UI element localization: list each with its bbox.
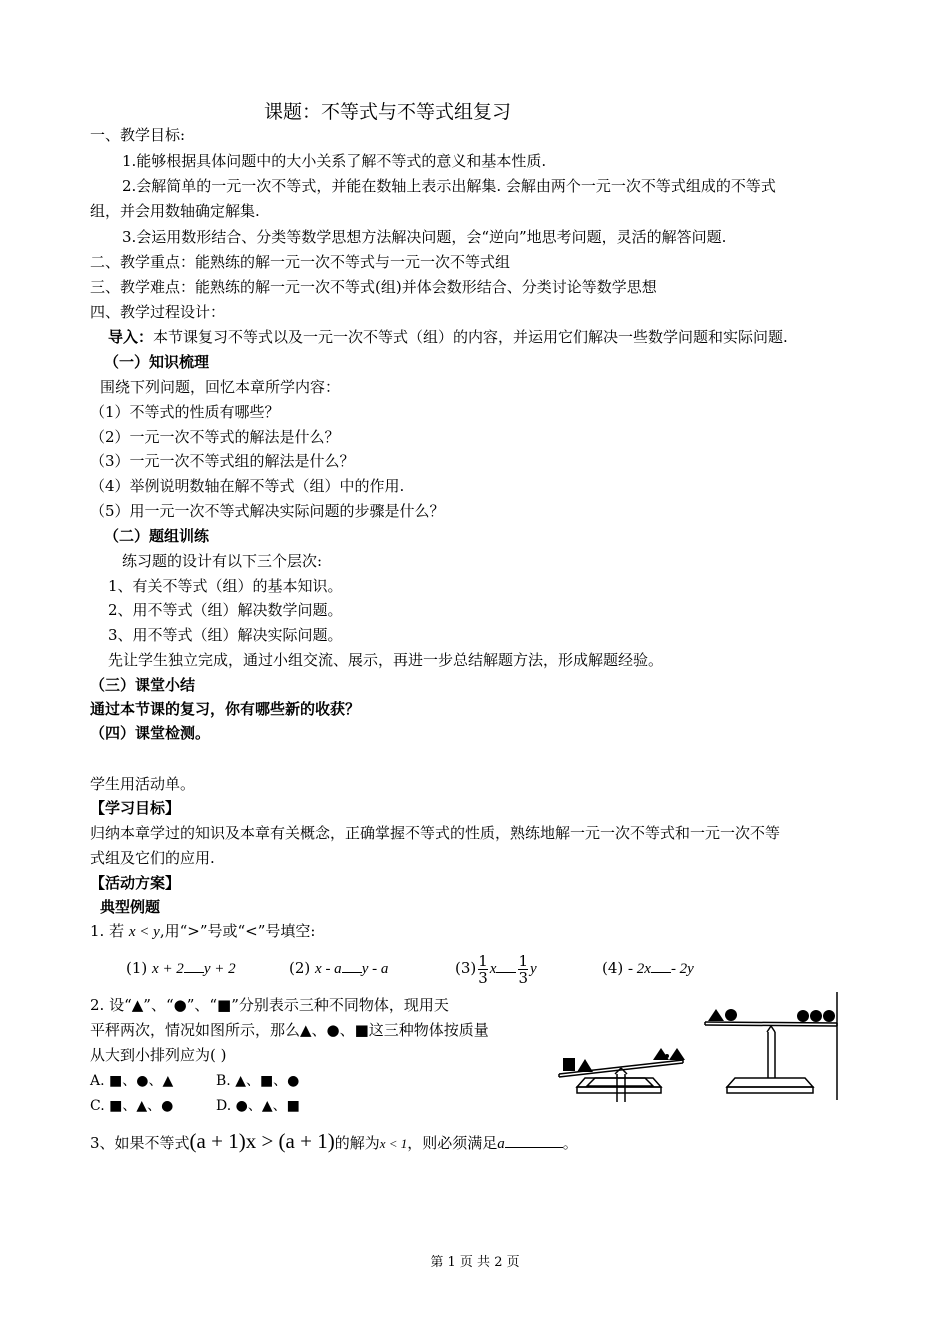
heading-knowledge: （一）知识梳理	[104, 353, 210, 371]
question-5: （5）用一元一次不等式解决实际问题的步骤是什么？	[90, 502, 445, 520]
option-b[interactable]: B. ▲、■、●	[216, 1073, 300, 1089]
problem-2-line-2: 平秤两次，情况如图所示，那么▲、●、■这三种物体按质量	[90, 1021, 489, 1039]
numerator: 1	[518, 951, 529, 970]
problem-3-variable: a	[497, 1136, 505, 1152]
intro-text: 本节课复习不等式以及一元一次不等式（组）的内容，并运用它们解决一些数学问题和实际问题.	[153, 328, 788, 346]
balance-scale-left	[559, 1060, 683, 1102]
heading-summary: （三）课堂小结	[90, 676, 196, 694]
answer-blank[interactable]	[651, 958, 671, 973]
heading-training: （二）题组训练	[104, 527, 210, 545]
balance-scale-right	[705, 1022, 837, 1078]
goal-3: 3.会运用数形结合、分类等数学思想方法解决问题，会“逆向”地思考问题，灵活的解答问题.	[122, 228, 727, 246]
question-1: （1）不等式的性质有哪些？	[90, 403, 280, 421]
heading-activity-plan: 【活动方案】	[90, 874, 181, 892]
expr-left: x + 2	[152, 961, 184, 977]
learning-goals-a: 归纳本章学过的知识及本章有关概念，正确掌握不等式的性质，熟练地解一元一次不等式和一元一次不等	[90, 824, 781, 842]
problem-1-item-1	[126, 958, 236, 979]
goal-2b: 组，并会用数轴确定解集.	[90, 202, 260, 220]
question-intro: 围绕下列问题，回忆本章所学内容：	[100, 378, 341, 396]
square-shape	[563, 1058, 575, 1071]
section-keypoints: 二、教学重点：能熟练的解一元一次不等式与一元一次不等式组	[90, 253, 511, 271]
problem-3-solution: x < 1	[379, 1136, 408, 1151]
triangle-shape	[669, 1048, 685, 1060]
heading-examples: 典型例题	[100, 898, 161, 916]
item-number: (2)	[289, 959, 311, 977]
answer-blank[interactable]	[505, 1133, 563, 1148]
problem-1-suffix: ,用“>”号或“<”号填空:	[159, 922, 316, 940]
denominator: 3	[518, 968, 529, 987]
scale-bases	[577, 992, 837, 1100]
problem-2-line-3: 从大到小排列应为( )	[90, 1046, 227, 1064]
item-number: (1)	[126, 959, 148, 977]
training-3: 3、用不等式（组）解决实际问题。	[108, 626, 343, 644]
page-title: 课题：不等式与不等式组复习	[263, 101, 511, 123]
triangle-shape	[708, 1009, 724, 1021]
question-4: （4）举例说明数轴在解不等式（组）中的作用.	[90, 477, 405, 495]
training-2: 2、用不等式（组）解决数学问题。	[108, 601, 343, 619]
expr-right: - 2y	[670, 961, 694, 977]
option-d[interactable]: D. ●、▲、■	[216, 1098, 300, 1114]
page-footer: 第 1 页 共 2 页	[430, 1255, 520, 1270]
problem-3-mid: 的解为	[334, 1134, 380, 1152]
goal-2a: 2.会解简单的一元一次不等式，并能在数轴上表示出解集. 会解由两个一元一次不等式组成的不等式	[122, 177, 776, 195]
circle-shape	[725, 1009, 737, 1021]
item-number: (3)	[455, 959, 477, 977]
fraction-one-third	[518, 953, 528, 986]
expr-left: x	[489, 961, 497, 977]
intro	[108, 327, 788, 347]
problem-1-item-4	[602, 958, 694, 979]
answer-blank[interactable]	[496, 958, 516, 973]
expr-left: x - a	[315, 961, 342, 977]
section-process: 四、教学过程设计：	[90, 303, 226, 321]
denominator: 3	[478, 968, 488, 987]
activity-sheet: 学生用活动单。	[90, 775, 196, 793]
circle-shape	[810, 1010, 822, 1022]
section-difficulties: 三、教学难点：能熟练的解一元一次不等式(组)并体会数形结合、分类讨论等数学思想	[90, 278, 657, 296]
goal-1: 1.能够根据具体问题中的大小关系了解不等式的意义和基本性质.	[122, 152, 547, 170]
problem-3-mid2: ，则必须满足	[407, 1134, 498, 1152]
heading-check: （四）课堂检测。	[90, 724, 211, 742]
expr-right: y + 2	[203, 961, 236, 977]
numerator: 1	[478, 951, 488, 970]
question-3: （3）一元一次不等式组的解法是什么？	[90, 452, 355, 470]
item-number: (4)	[602, 959, 624, 977]
problem-2-line-1: 2. 设“▲”、“●”、“■”分别表示三种不同物体，现用天	[90, 996, 449, 1014]
learning-goals-b: 式组及它们的应用.	[90, 849, 215, 867]
circle-shape	[665, 1054, 669, 1058]
fraction-one-third	[478, 953, 488, 986]
answer-blank[interactable]	[342, 958, 362, 973]
problem-1-stem	[90, 921, 315, 942]
expr-right: y	[530, 961, 537, 977]
circle-shape	[797, 1010, 809, 1022]
option-a[interactable]: A. ■、●、▲	[90, 1073, 174, 1089]
circle-shape	[823, 1010, 835, 1022]
expr-right: y - a	[361, 961, 389, 977]
problem-1-item-2	[289, 958, 388, 979]
balance-scales-figure	[555, 990, 840, 1102]
section-goals: 一、教学目标:	[90, 126, 186, 144]
summary-text: 通过本节课的复习，你有哪些新的收获？	[90, 700, 361, 718]
problem-3-end: 。	[562, 1134, 578, 1152]
training-1: 1、有关不等式（组）的基本知识。	[108, 577, 343, 595]
question-2: （2）一元一次不等式的解法是什么？	[90, 428, 340, 446]
problem-1-prefix: 1. 若	[90, 922, 125, 940]
problem-3-prefix: 3、如果不等式	[90, 1134, 190, 1152]
problem-1-condition: x < y	[128, 924, 160, 940]
training-intro: 练习题的设计有以下三个层次:	[122, 552, 323, 570]
expr-left: - 2x	[628, 961, 651, 977]
training-4: 先让学生独立完成，通过小组交流、展示，再进一步总结解题方法，形成解题经验。	[108, 651, 664, 669]
heading-learning-goals: 【学习目标】	[90, 799, 181, 817]
triangle-shape	[577, 1059, 593, 1072]
problem-1-item-3	[455, 944, 537, 993]
triangle-shape	[653, 1048, 669, 1060]
problem-3-inequality: (a + 1)x > (a + 1)	[189, 1129, 335, 1153]
intro-label: 导入：	[108, 328, 154, 346]
problem-3	[90, 1124, 578, 1161]
option-c[interactable]: C. ■、▲、●	[90, 1098, 174, 1114]
answer-blank[interactable]	[184, 958, 204, 973]
